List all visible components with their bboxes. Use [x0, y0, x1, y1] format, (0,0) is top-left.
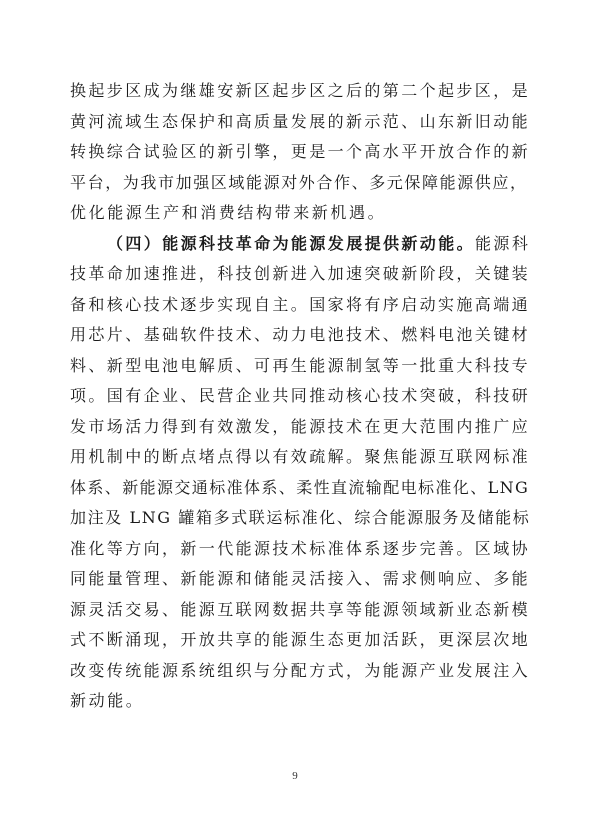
text-line: 项。国有企业、民营企业共同推动核心技术突破，科技研	[70, 386, 531, 405]
text-line: 料、新型电池电解质、可再生能源制氢等一批重大科技专	[70, 355, 531, 375]
text-line: 换起步区成为继雄安新区起步区之后的第二个起步区，是	[70, 81, 531, 100]
page-number: 9	[292, 770, 298, 782]
text-line: 同能量管理、新能源和储能灵活接入、需求侧响应、多能	[70, 569, 531, 588]
text-line: 技革命加速推进，科技创新进入加速突破新阶段，关键装	[70, 264, 531, 283]
paragraph-first-line	[70, 229, 532, 260]
text-span: 能源科	[475, 233, 531, 253]
document-body	[70, 76, 532, 717]
text-line: 优化能源生产和消费结构带来新机遇。	[70, 203, 387, 222]
text-line: 准化等方向，新一代能源技术标准体系逐步完善。区域协	[70, 538, 531, 558]
text-line: 源灵活交易、能源互联网数据共享等能源领域新业态新模	[70, 599, 531, 619]
paragraph-1	[70, 76, 532, 229]
section-heading: （四）能源科技革命为能源发展提供新动能。	[107, 233, 476, 253]
paragraph-2	[70, 229, 532, 717]
text-line: 式不断涌现，开放共享的能源生态更加活跃，更深层次地	[70, 630, 531, 649]
text-line: 加注及 LNG 罐箱多式联运标准化、综合能源服务及储能标	[70, 508, 531, 527]
text-line: 黄河流域生态保护和高质量发展的新示范、山东新旧动能	[70, 111, 531, 131]
text-line: 平台，为我市加强区域能源对外合作、多元保障能源供应，	[70, 172, 528, 192]
text-line: 转换综合试验区的新引擎，更是一个高水平开放合作的新	[70, 142, 531, 161]
text-line: 用机制中的断点堵点得以有效疏解。聚焦能源互联网标准	[70, 447, 531, 466]
text-line: 新动能。	[70, 691, 145, 710]
text-line: 改变传统能源系统组织与分配方式，为能源产业发展注入	[70, 660, 531, 680]
text-line: 体系、新能源交通标准体系、柔性直流输配电标准化、LNG	[70, 477, 530, 497]
text-line: 用芯片、基础软件技术、动力电池技术、燃料电池关键材	[70, 325, 531, 344]
text-line: 备和核心技术逐步实现自主。国家将有序启动实施高端通	[70, 294, 531, 314]
text-line: 发市场活力得到有效激发，能源技术在更大范围内推广应	[70, 416, 531, 436]
